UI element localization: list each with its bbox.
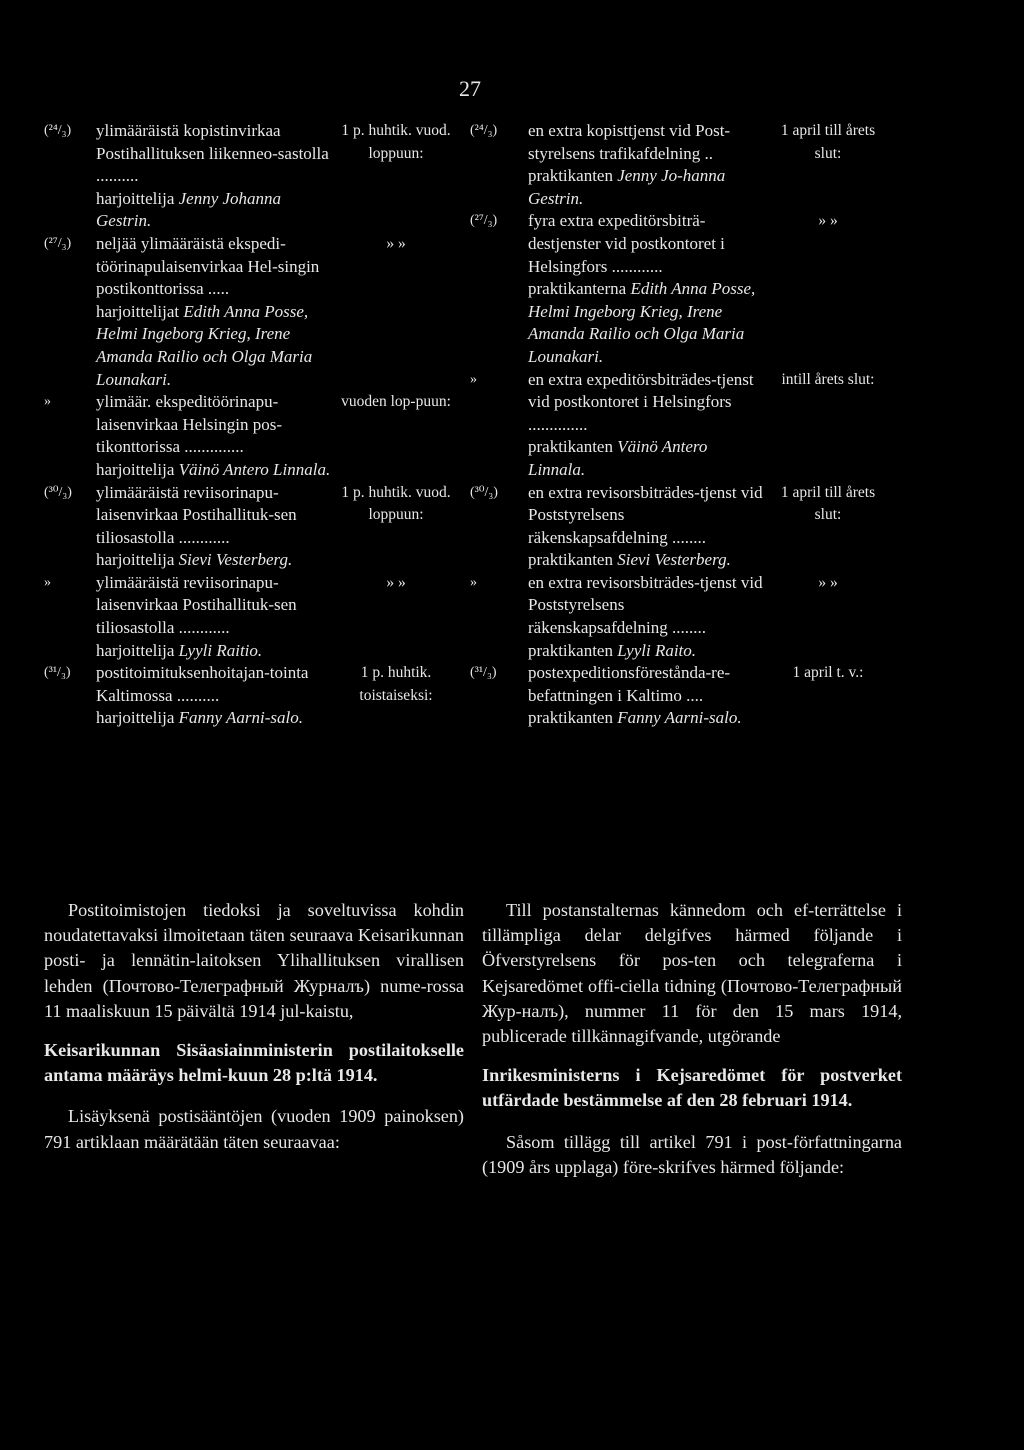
finnish-entry [44, 482, 464, 550]
entry-trainee [44, 549, 336, 572]
entry-date-ref: (²⁷/₃) [470, 213, 498, 229]
swedish-entry [470, 210, 890, 278]
entry-position: postexpeditionsförestånda-re-befattningen i Kaltimo .... [528, 663, 731, 705]
trainee-title: praktikanten [528, 166, 613, 186]
trainee-name: Edith Anna Posse, Helmi Ingeborg Krieg, Irene Amanda Railio och Olga Maria Lounakari. [96, 301, 313, 389]
trainee-name: Fanny Aarni-salo. [178, 708, 303, 728]
entry-trainee [470, 278, 768, 368]
finnish-entries [44, 120, 464, 730]
entry-trainee [44, 301, 336, 391]
finnish-entry [44, 391, 464, 459]
trainee-title: praktikanten [528, 640, 613, 660]
entry-date-ref: (³¹/₃) [44, 665, 71, 681]
entry-term: 1 april till årets slut: [780, 122, 876, 162]
entry-term: intill årets slut: [781, 370, 875, 388]
trainee-name: Lyyli Raito. [617, 640, 697, 660]
finnish-entry [44, 662, 464, 707]
entry-trainee [470, 640, 768, 663]
swedish-entry [470, 662, 890, 707]
trainee-title: praktikanten [528, 550, 613, 570]
trainee-name: Väinö Antero Linnala. [178, 459, 331, 479]
entry-position: neljää ylimääräistä ekspedi-töörinapulaisenvirkaa Hel-singin postikonttorissa ..... [96, 233, 320, 299]
entry-date-ref: (³⁰/₃) [470, 484, 498, 500]
trainee-name: Edith Anna Posse, Helmi Ingeborg Krieg, Irene Amanda Railio och Olga Maria Lounakari. [528, 279, 756, 366]
announcement-intro: Postitoimistojen tiedoksi ja soveltuvissa kohdin noudatettavaksi ilmoitetaan täten seuraava Keisarikunnan posti- ja lennätin-laitoksen Ylihallituksen virallisen lehden (Почтово-Телеграфный Журналъ) nume-rossa 11 maaliskuun 15 päivältä 1914 jul-kaistu, [44, 900, 464, 1021]
entry-trainee [44, 640, 336, 663]
swedish-entry [470, 572, 890, 640]
entry-date-ref: » [470, 574, 477, 590]
entry-trainee [44, 459, 336, 482]
trainee-name: Sievi Vesterberg. [617, 550, 731, 570]
entry-term: » » [386, 573, 406, 591]
trainee-name: Lyyli Raitio. [178, 640, 263, 660]
trainee-title: harjoittelija [96, 459, 175, 479]
entry-term: » » [818, 212, 838, 230]
entry-position: en extra revisorsbiträdes-tjenst vid Poststyrelsens räkenskapsafdelning ........ [528, 482, 763, 547]
trainee-title: harjoittelija [96, 640, 175, 660]
entry-term: 1 april t. v.: [792, 664, 864, 682]
announcement-closing: Lisäyksenä postisääntöjen (vuoden 1909 painoksen) 791 artiklaan määrätään täten seuraavaa: [44, 1106, 464, 1152]
entry-position: en extra kopisttjenst vid Post-styrelsens trafikafdelning .. [528, 121, 731, 163]
entry-trainee [44, 707, 336, 730]
swedish-entry [470, 120, 890, 165]
trainee-title: harjoittelija [96, 550, 175, 570]
entry-trainee [470, 436, 768, 481]
entry-term: 1 p. huhtik. vuod. loppuun: [341, 483, 451, 524]
entry-position: fyra extra expeditörsbiträ-destjenster vid postkontoret i Helsingfors ............ [528, 211, 725, 276]
entry-position: en extra revisorsbiträdes-tjenst vid Poststyrelsens räkenskapsafdelning ........ [528, 572, 763, 638]
entry-date-ref: » [44, 394, 51, 410]
trainee-title: harjoittelija [96, 708, 175, 728]
entry-position: ylimäär. ekspeditöörinapu-laisenvirkaa Helsingin pos-tikonttorissa .............. [96, 392, 283, 457]
trainee-name: Fanny Aarni-salo. [617, 708, 742, 728]
entry-term: » » [818, 573, 838, 591]
announcement-heading: Inrikesministerns i Kejsaredömet för postverket utfärdade bestämmelse af den 28 februari 1914. [482, 1065, 902, 1111]
entry-trainee [44, 188, 336, 233]
entry-position: ylimääräistä reviisorinapu-laisenvirkaa Postihallituk-sen tiliosastolla ............ [96, 482, 297, 547]
entry-trainee [470, 549, 768, 572]
entry-position: postitoimituksenhoitajan-tointa Kaltimossa .......... [96, 663, 309, 705]
entry-term: » » [386, 234, 406, 252]
trainee-title: praktikanten [528, 437, 613, 457]
finnish-announcement [44, 898, 464, 1169]
entry-position: ylimääräistä kopistinvirkaa Postihallituksen liikenneo-sastolla .......... [96, 121, 329, 186]
entry-date-ref: (²⁴/₃) [470, 123, 498, 138]
entry-trainee [470, 707, 768, 730]
trainee-title: praktikanten [528, 708, 613, 728]
entry-term: 1 april till årets slut: [780, 483, 876, 524]
trainee-name: Jenny Johanna Gestrin. [96, 188, 282, 231]
finnish-entry [44, 572, 464, 640]
entry-term: vuoden lop-puun: [341, 393, 451, 411]
entry-date-ref: » [44, 574, 51, 590]
announcement-heading: Keisarikunnan Sisäasiainministerin postilaitokselle antama määräys helmi-kuun 28 p:ltä 1914. [44, 1040, 464, 1086]
announcement-closing: Såsom tillägg till artikel 791 i post-författningarna (1909 års upplaga) före-skrifves härmed följande: [482, 1131, 902, 1177]
trainee-name: Jenny Jo-hanna Gestrin. [528, 166, 726, 208]
entry-trainee [470, 165, 768, 210]
finnish-entry [44, 233, 464, 301]
trainee-title: harjoittelijat [96, 301, 180, 321]
entry-date-ref: » [470, 371, 477, 387]
page-number: 27 [459, 76, 481, 101]
entry-term: 1 p. huhtik. vuod. loppuun: [341, 122, 451, 162]
trainee-title: praktikanterna [528, 279, 627, 299]
entry-position: ylimääräistä reviisorinapu-laisenvirkaa Postihallituk-sen tiliosastolla ............ [96, 572, 297, 638]
trainee-name: Väinö Antero Linnala. [528, 437, 708, 479]
entry-date-ref: (³⁰/₃) [44, 484, 72, 500]
entry-date-ref: (²⁷/₃) [44, 235, 72, 251]
entry-term: 1 p. huhtik. toistaiseksi: [359, 664, 433, 704]
swedish-announcement [482, 898, 902, 1194]
entry-date-ref: (³¹/₃) [470, 665, 497, 681]
swedish-entry [470, 369, 890, 437]
finnish-entry [44, 120, 464, 188]
announcement-intro: Till postanstalternas kännedom och ef-terrättelse i tillämpliga delar delgifves härmed följande i Öfverstyrelsens för pos-ten och telegraferna i Kejsaredömet offi-ciella tidning (Почтово-Телеграфный Жур-налъ), nummer 11 för den 15 mars 1914, publicerade tillkännagifvande, utgörande [482, 900, 902, 1047]
entry-date-ref: (²⁴/₃) [44, 123, 72, 138]
trainee-title: harjoittelija [96, 188, 175, 208]
swedish-entry [470, 482, 890, 550]
swedish-entries [470, 120, 890, 730]
trainee-name: Sievi Vesterberg. [178, 550, 293, 570]
entry-position: en extra expeditörsbiträdes-tjenst vid postkontoret i Helsingfors .............. [528, 369, 754, 434]
